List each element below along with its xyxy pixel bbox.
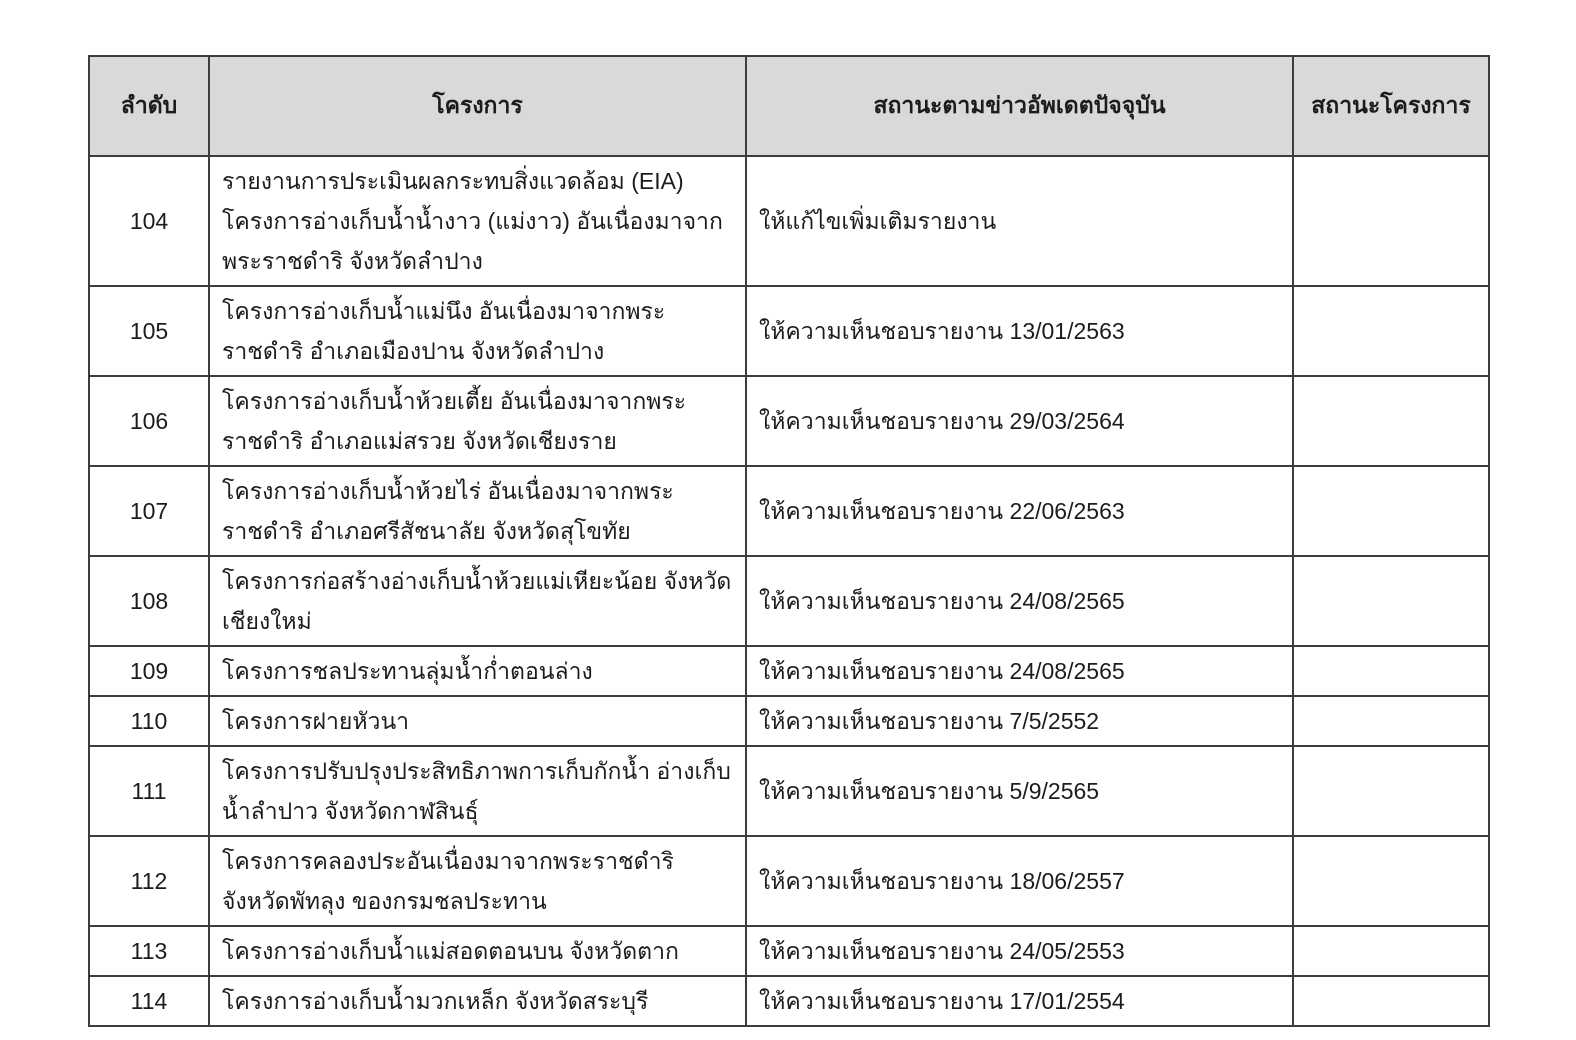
cell-project-status: [1293, 746, 1489, 836]
cell-project-status: [1293, 156, 1489, 286]
cell-status: ให้ความเห็นชอบรายงาน 13/01/2563: [746, 286, 1293, 376]
cell-project-status: [1293, 376, 1489, 466]
cell-status: ให้ความเห็นชอบรายงาน 5/9/2565: [746, 746, 1293, 836]
cell-project: รายงานการประเมินผลกระทบสิ่งแวดล้อม (EIA) โครงการอ่างเก็บน้ำน้ำงาว (แม่งาว) อันเนื่องมาจากพระราชดำริ จังหวัดลำปาง: [209, 156, 746, 286]
cell-status: ให้ความเห็นชอบรายงาน 29/03/2564: [746, 376, 1293, 466]
cell-status: ให้ความเห็นชอบรายงาน 24/08/2565: [746, 556, 1293, 646]
header-row: [89, 56, 1489, 156]
cell-project-status: [1293, 556, 1489, 646]
cell-project: โครงการอ่างเก็บน้ำห้วยไร่ อันเนื่องมาจากพระราชดำริ อำเภอศรีสัชนาลัย จังหวัดสุโขทัย: [209, 466, 746, 556]
table-row: [89, 376, 1489, 466]
cell-status: ให้ความเห็นชอบรายงาน 22/06/2563: [746, 466, 1293, 556]
table-row: [89, 746, 1489, 836]
cell-project-status: [1293, 646, 1489, 696]
cell-project-status: [1293, 696, 1489, 746]
cell-no: 114: [89, 976, 209, 1026]
table-row: [89, 156, 1489, 286]
cell-project: โครงการปรับปรุงประสิทธิภาพการเก็บกักน้ำ อ่างเก็บน้ำลำปาว จังหวัดกาฬสินธุ์: [209, 746, 746, 836]
cell-no: 108: [89, 556, 209, 646]
cell-no: 111: [89, 746, 209, 836]
table-row: [89, 696, 1489, 746]
cell-project-status: [1293, 836, 1489, 926]
table-row: [89, 556, 1489, 646]
cell-project: โครงการคลองประอันเนื่องมาจากพระราชดำริ จังหวัดพัทลุง ของกรมชลประทาน: [209, 836, 746, 926]
cell-no: 113: [89, 926, 209, 976]
header-project-status: สถานะโครงการ: [1293, 56, 1489, 156]
cell-no: 107: [89, 466, 209, 556]
cell-project: โครงการอ่างเก็บน้ำแม่สอดตอนบน จังหวัดตาก: [209, 926, 746, 976]
cell-project: โครงการก่อสร้างอ่างเก็บน้ำห้วยแม่เหียะน้อย จังหวัดเชียงใหม่: [209, 556, 746, 646]
cell-project-status: [1293, 926, 1489, 976]
cell-project: โครงการฝายหัวนา: [209, 696, 746, 746]
cell-status: ให้แก้ไขเพิ่มเติมรายงาน: [746, 156, 1293, 286]
header-status-update: สถานะตามข่าวอัพเดตปัจจุบัน: [746, 56, 1293, 156]
cell-status: ให้ความเห็นชอบรายงาน 24/05/2553: [746, 926, 1293, 976]
cell-project: โครงการอ่างเก็บน้ำแม่นึง อันเนื่องมาจากพระราชดำริ อำเภอเมืองปาน จังหวัดลำปาง: [209, 286, 746, 376]
cell-no: 109: [89, 646, 209, 696]
cell-no: 110: [89, 696, 209, 746]
cell-no: 112: [89, 836, 209, 926]
cell-no: 106: [89, 376, 209, 466]
table-header: [89, 56, 1489, 156]
table-row: [89, 646, 1489, 696]
table-row: [89, 466, 1489, 556]
projects-status-table: [88, 55, 1490, 1027]
header-project: โครงการ: [209, 56, 746, 156]
cell-status: ให้ความเห็นชอบรายงาน 7/5/2552: [746, 696, 1293, 746]
table-row: [89, 836, 1489, 926]
header-no: ลำดับ: [89, 56, 209, 156]
cell-project: โครงการชลประทานลุ่มน้ำก่ำตอนล่าง: [209, 646, 746, 696]
cell-project: โครงการอ่างเก็บน้ำห้วยเตี้ย อันเนื่องมาจากพระราชดำริ อำเภอแม่สรวย จังหวัดเชียงราย: [209, 376, 746, 466]
cell-project-status: [1293, 976, 1489, 1026]
table-row: [89, 926, 1489, 976]
table-row: [89, 976, 1489, 1026]
cell-project-status: [1293, 466, 1489, 556]
cell-no: 105: [89, 286, 209, 376]
cell-status: ให้ความเห็นชอบรายงาน 17/01/2554: [746, 976, 1293, 1026]
table-body: [89, 156, 1489, 1026]
cell-project: โครงการอ่างเก็บน้ำมวกเหล็ก จังหวัดสระบุรี: [209, 976, 746, 1026]
cell-project-status: [1293, 286, 1489, 376]
cell-status: ให้ความเห็นชอบรายงาน 24/08/2565: [746, 646, 1293, 696]
cell-status: ให้ความเห็นชอบรายงาน 18/06/2557: [746, 836, 1293, 926]
table-row: [89, 286, 1489, 376]
cell-no: 104: [89, 156, 209, 286]
